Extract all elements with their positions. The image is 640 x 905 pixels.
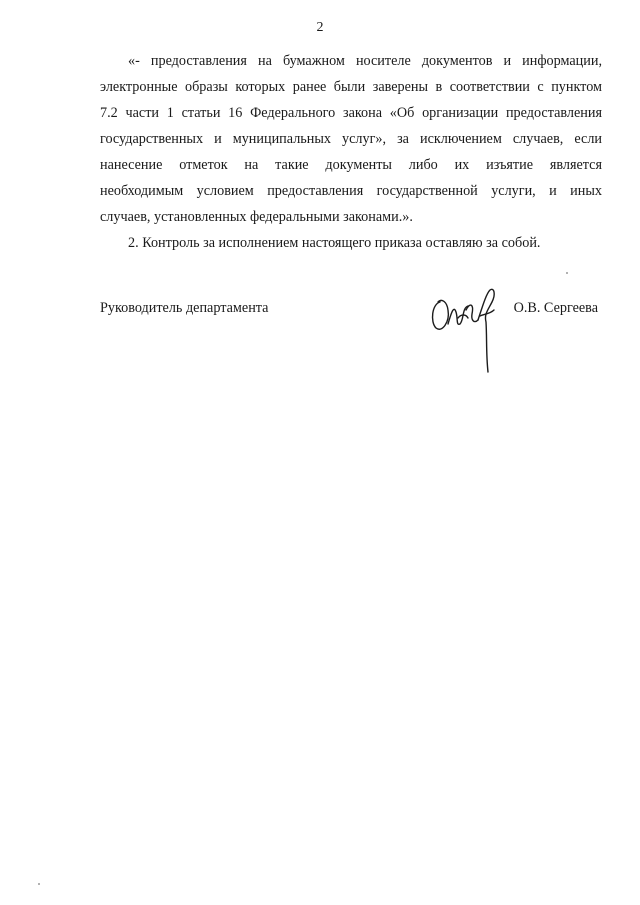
signature-block [100,290,602,380]
scan-speck [566,272,568,274]
signer-position: Руководитель департамента [100,300,269,316]
text-line: 2. Контроль за исполнением настоящего приказа оставляю за собой. [128,235,541,251]
document-body [100,48,602,256]
text-line: электронные образы которых ранее были заверены в соответствии с пунктом [100,79,602,95]
text-line: 7.2 части 1 статьи 16 Федерального закона «Об организации предоставления [100,105,602,121]
paragraph-amendment-continued [100,74,602,230]
text-line: необходимым условием предоставления государственной услуги, и иных [100,183,602,199]
signer-name: О.В. Сергеева [513,300,598,316]
text-line: «- предоставления на бумажном носителе документов и информации, [128,53,602,69]
handwritten-signature [428,288,508,374]
page-number: 2 [316,20,324,35]
text-line: нанесение отметок на такие документы либо их изъятие является [100,157,602,173]
text-line: государственных и муниципальных услуг», за исключением случаев, если [100,131,602,147]
scan-speck [38,883,40,885]
paragraph-amendment [100,48,602,74]
text-line: случаев, установленных федеральными законами.». [100,209,413,225]
paragraph-control [100,230,602,256]
